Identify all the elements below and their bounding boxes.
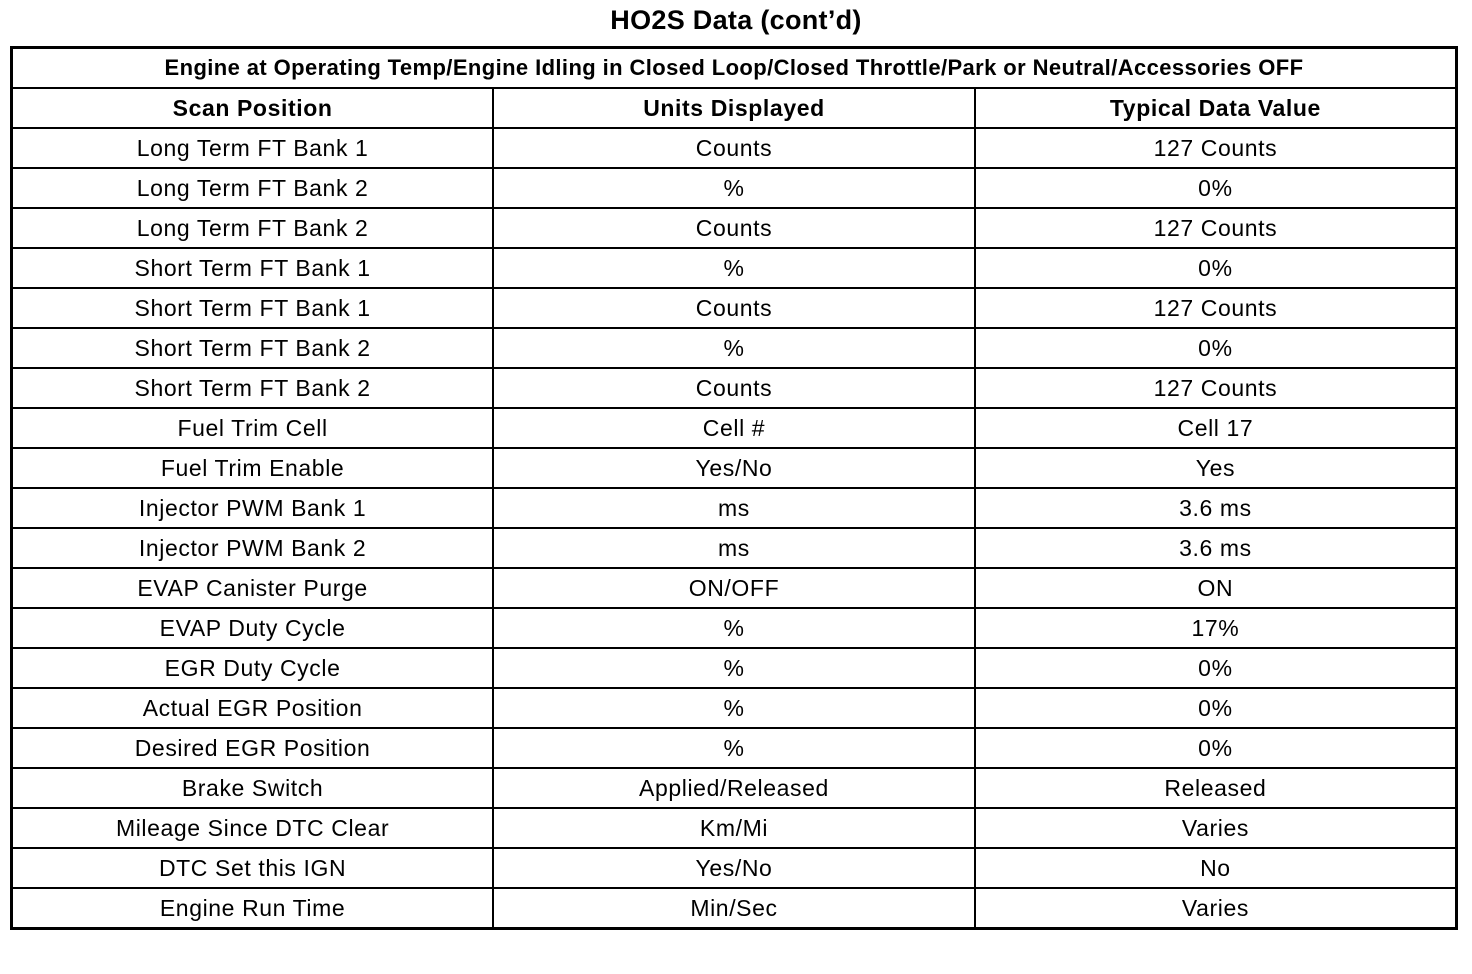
typical-data-value-cell: 0% bbox=[975, 648, 1457, 688]
scan-position-cell: Short Term FT Bank 2 bbox=[12, 328, 494, 368]
typical-data-value-cell: 127 Counts bbox=[975, 208, 1457, 248]
scan-position-cell: Brake Switch bbox=[12, 768, 494, 808]
table-row bbox=[12, 768, 1457, 808]
scan-position-cell: EVAP Canister Purge bbox=[12, 568, 494, 608]
typical-data-value-cell: No bbox=[975, 848, 1457, 888]
table-row bbox=[12, 168, 1457, 208]
units-displayed-cell: ms bbox=[493, 488, 975, 528]
units-displayed-cell: Counts bbox=[493, 208, 975, 248]
scan-position-cell: Desired EGR Position bbox=[12, 728, 494, 768]
table-row bbox=[12, 888, 1457, 929]
units-displayed-cell: Cell # bbox=[493, 408, 975, 448]
table-row bbox=[12, 568, 1457, 608]
table-row bbox=[12, 448, 1457, 488]
typical-data-value-cell: 127 Counts bbox=[975, 368, 1457, 408]
table-row bbox=[12, 488, 1457, 528]
table-row bbox=[12, 128, 1457, 168]
units-displayed-cell: Counts bbox=[493, 288, 975, 328]
scan-position-cell: Long Term FT Bank 1 bbox=[12, 128, 494, 168]
typical-data-value-cell: 3.6 ms bbox=[975, 488, 1457, 528]
page-title: HO2S Data (cont’d) bbox=[610, 5, 862, 35]
units-displayed-cell: % bbox=[493, 688, 975, 728]
column-header-typical-data-value: Typical Data Value bbox=[975, 88, 1457, 128]
table-row bbox=[12, 648, 1457, 688]
table-row bbox=[12, 288, 1457, 328]
condition-row bbox=[12, 48, 1457, 89]
table-row bbox=[12, 328, 1457, 368]
column-header-units-displayed: Units Displayed bbox=[493, 88, 975, 128]
scan-position-cell: Injector PWM Bank 2 bbox=[12, 528, 494, 568]
units-displayed-cell: ms bbox=[493, 528, 975, 568]
typical-data-value-cell: ON bbox=[975, 568, 1457, 608]
typical-data-value-cell: 0% bbox=[975, 728, 1457, 768]
typical-data-value-cell: 127 Counts bbox=[975, 288, 1457, 328]
units-displayed-cell: ON/OFF bbox=[493, 568, 975, 608]
table-row bbox=[12, 608, 1457, 648]
typical-data-value-cell: Released bbox=[975, 768, 1457, 808]
typical-data-value-cell: Cell 17 bbox=[975, 408, 1457, 448]
scan-position-cell: Engine Run Time bbox=[12, 888, 494, 929]
units-displayed-cell: % bbox=[493, 248, 975, 288]
units-displayed-cell: % bbox=[493, 648, 975, 688]
table-row bbox=[12, 688, 1457, 728]
typical-data-value-cell: 127 Counts bbox=[975, 128, 1457, 168]
scan-position-cell: EGR Duty Cycle bbox=[12, 648, 494, 688]
table-body bbox=[12, 128, 1457, 929]
column-header-row bbox=[12, 88, 1457, 128]
scan-position-cell: Short Term FT Bank 1 bbox=[12, 248, 494, 288]
scan-position-cell: Long Term FT Bank 2 bbox=[12, 208, 494, 248]
typical-data-value-cell: Varies bbox=[975, 888, 1457, 929]
table-row bbox=[12, 208, 1457, 248]
units-displayed-cell: % bbox=[493, 168, 975, 208]
units-displayed-cell: Counts bbox=[493, 368, 975, 408]
scan-position-cell: Short Term FT Bank 1 bbox=[12, 288, 494, 328]
typical-data-value-cell: 0% bbox=[975, 688, 1457, 728]
scan-position-cell: Fuel Trim Enable bbox=[12, 448, 494, 488]
units-displayed-cell: Min/Sec bbox=[493, 888, 975, 929]
scan-position-cell: Short Term FT Bank 2 bbox=[12, 368, 494, 408]
units-displayed-cell: % bbox=[493, 728, 975, 768]
typical-data-value-cell: 0% bbox=[975, 328, 1457, 368]
units-displayed-cell: Counts bbox=[493, 128, 975, 168]
table-row bbox=[12, 408, 1457, 448]
scan-position-cell: Mileage Since DTC Clear bbox=[12, 808, 494, 848]
scan-position-cell: DTC Set this IGN bbox=[12, 848, 494, 888]
units-displayed-cell: Km/Mi bbox=[493, 808, 975, 848]
column-header-scan-position: Scan Position bbox=[12, 88, 494, 128]
typical-data-value-cell: 3.6 ms bbox=[975, 528, 1457, 568]
units-displayed-cell: Yes/No bbox=[493, 448, 975, 488]
condition-header: Engine at Operating Temp/Engine Idling in Closed Loop/Closed Throttle/Park or Neutral/Accessories OFF bbox=[12, 48, 1457, 89]
ho2s-data-table bbox=[10, 46, 1458, 930]
typical-data-value-cell: 0% bbox=[975, 168, 1457, 208]
scan-position-cell: Injector PWM Bank 1 bbox=[12, 488, 494, 528]
typical-data-value-cell: Yes bbox=[975, 448, 1457, 488]
units-displayed-cell: Applied/Released bbox=[493, 768, 975, 808]
scan-position-cell: Fuel Trim Cell bbox=[12, 408, 494, 448]
table-row bbox=[12, 728, 1457, 768]
table-row bbox=[12, 368, 1457, 408]
table-row bbox=[12, 528, 1457, 568]
typical-data-value-cell: Varies bbox=[975, 808, 1457, 848]
scan-position-cell: Long Term FT Bank 2 bbox=[12, 168, 494, 208]
table-row bbox=[12, 808, 1457, 848]
units-displayed-cell: % bbox=[493, 328, 975, 368]
typical-data-value-cell: 0% bbox=[975, 248, 1457, 288]
scan-position-cell: Actual EGR Position bbox=[12, 688, 494, 728]
table-row bbox=[12, 848, 1457, 888]
typical-data-value-cell: 17% bbox=[975, 608, 1457, 648]
units-displayed-cell: Yes/No bbox=[493, 848, 975, 888]
scan-position-cell: EVAP Duty Cycle bbox=[12, 608, 494, 648]
table-row bbox=[12, 248, 1457, 288]
units-displayed-cell: % bbox=[493, 608, 975, 648]
